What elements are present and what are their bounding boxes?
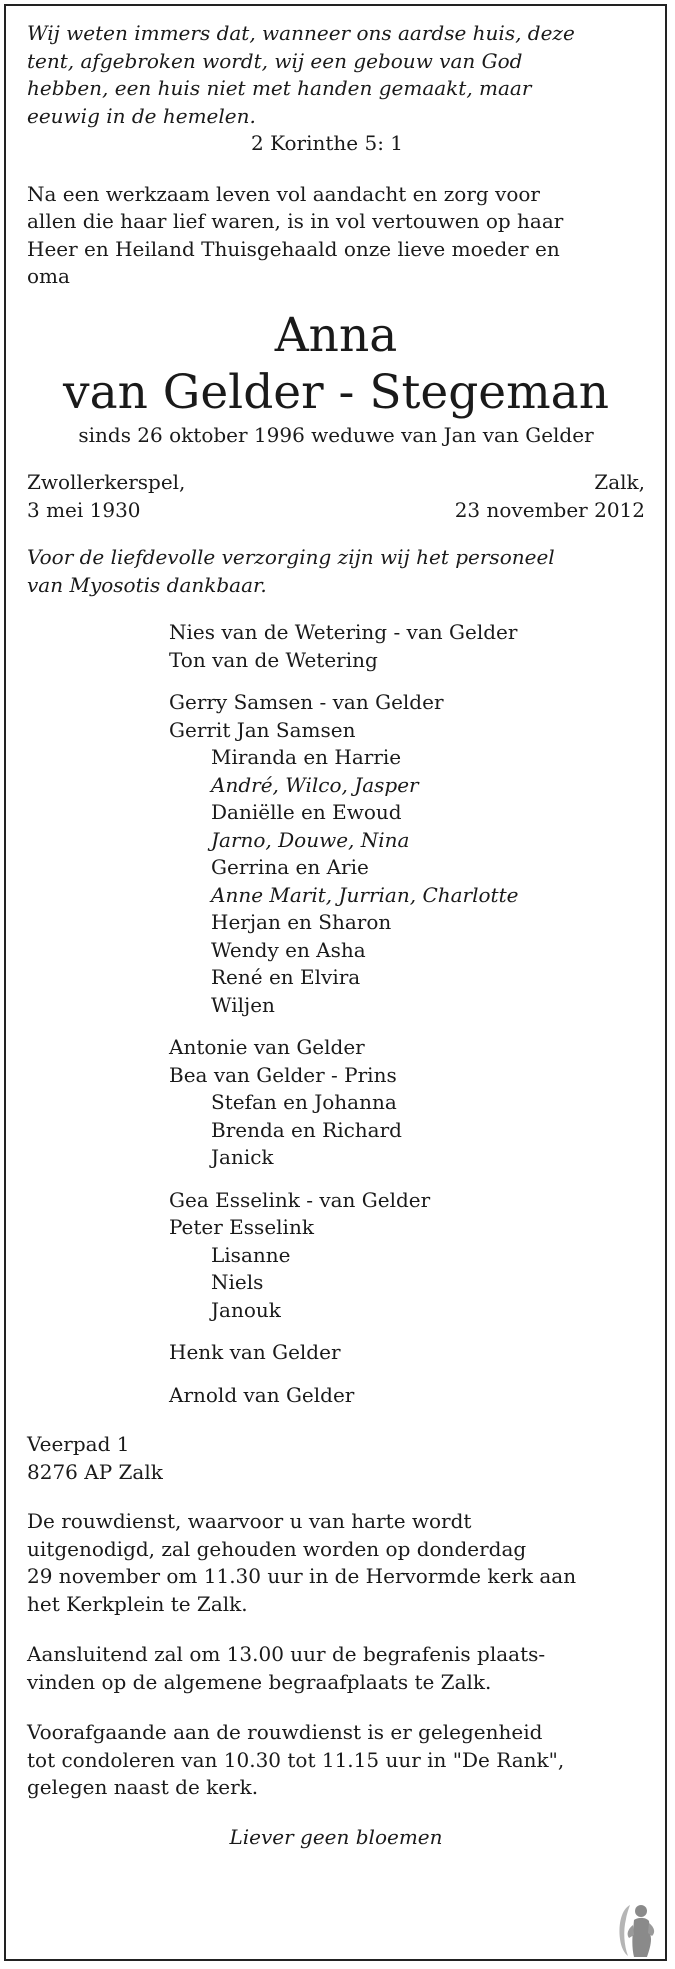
grandchild-line: Jarno, Douwe, Nina: [211, 827, 410, 852]
closing-line: Liever geen bloemen: [229, 1824, 443, 1849]
condolence-line: Voorafgaande aan de rouwdienst is er gelegenheid: [27, 1720, 543, 1744]
grandchild-line: Gerrina en Arie: [211, 855, 369, 879]
child-line: Antonie van Gelder: [169, 1035, 365, 1059]
bible-verse: [27, 20, 645, 130]
death-info: [455, 469, 645, 524]
death-date: 23 november 2012: [454, 497, 645, 522]
address-city: 8276 AP Zalk: [27, 1459, 163, 1484]
verse-line: eeuwig in de hemelen.: [27, 103, 256, 128]
birth-date: 3 mei 1930: [27, 497, 141, 522]
thanks-line: Voor de liefdevolle verzorging zijn wij het personeel: [27, 545, 555, 569]
deceased-surname: van Gelder - Stegeman: [63, 364, 609, 420]
grandchild-line: Janick: [211, 1145, 274, 1169]
child-line: Ton van de Wetering: [169, 647, 378, 672]
verse-line: hebben, een huis niet met handen gemaakt, maar: [27, 76, 532, 100]
deceased-first-name: Anna: [274, 307, 398, 363]
mourning-figure-icon: [614, 1901, 664, 1959]
condolence-text: [27, 1719, 645, 1802]
grandchild-line: Wiljen: [211, 992, 275, 1017]
intro-line: allen die haar lief waren, is in vol vertouwen op haar: [27, 209, 564, 233]
condolence-line: tot condoleren van 10.30 tot 11.15 uur in "De Rank",: [27, 1747, 565, 1772]
grandchild-line: Niels: [211, 1270, 264, 1294]
grandchild-line: Anne Marit, Jurrian, Charlotte: [211, 882, 519, 907]
thanks-text: [27, 544, 645, 599]
service-line: De rouwdienst, waarvoor u van harte wordt: [27, 1509, 472, 1533]
family-group: [169, 1187, 647, 1325]
grandchild-line: Daniëlle en Ewoud: [211, 800, 402, 824]
child-line: Bea van Gelder - Prins: [169, 1062, 397, 1087]
grandchild-line: Miranda en Harrie: [211, 745, 402, 769]
birth-place: Zwollerkerspel,: [27, 470, 186, 494]
intro-text: [27, 181, 645, 291]
child-line: Nies van de Wetering - van Gelder: [169, 620, 518, 644]
verse-reference: 2 Korinthe 5: 1: [251, 131, 404, 155]
birth-death-places: [27, 469, 645, 524]
service-line: het Kerkplein te Zalk.: [27, 1591, 248, 1616]
death-place: Zalk,: [594, 470, 645, 494]
grandchild-line: Lisanne: [211, 1242, 291, 1267]
child-line: Arnold van Gelder: [169, 1382, 355, 1407]
family-group: [169, 1339, 647, 1367]
child-line: Gerry Samsen - van Gelder: [169, 690, 444, 714]
grandchild-line: René en Elvira: [211, 965, 361, 989]
child-line: Gea Esselink - van Gelder: [169, 1187, 431, 1212]
grandchild-line: Wendy en Asha: [211, 937, 366, 962]
family-group: [169, 619, 647, 674]
family-group: [169, 689, 647, 1019]
address: [27, 1431, 647, 1486]
grandchild-line: Stefan en Johanna: [211, 1090, 397, 1114]
burial-text: [27, 1641, 645, 1696]
service-text: [27, 1508, 645, 1618]
family-group: [169, 1382, 647, 1410]
grandchild-line: Herjan en Sharon: [211, 910, 392, 934]
child-line: Gerrit Jan Samsen: [169, 717, 356, 742]
address-street: Veerpad 1: [27, 1432, 130, 1456]
announcement-content: [27, 0, 647, 1851]
burial-line: Aansluitend zal om 13.00 uur de begrafenis plaats-: [27, 1642, 546, 1666]
intro-line: oma: [27, 264, 70, 288]
grandchild-line: André, Wilco, Jasper: [211, 772, 419, 797]
intro-line: Heer en Heiland Thuisgehaald onze lieve moeder en: [27, 236, 560, 261]
thanks-line: van Myosotis dankbaar.: [27, 572, 267, 597]
verse-line: Wij weten immers dat, wanneer ons aardse huis, deze: [27, 21, 575, 45]
intro-line: Na een werkzaam leven vol aandacht en zorg voor: [27, 181, 540, 206]
condolence-line: gelegen naast de kerk.: [27, 1775, 259, 1799]
family-list: [169, 619, 647, 1409]
service-line: uitgenodigd, zal gehouden worden op donderdag: [27, 1536, 527, 1561]
grandchild-line: Brenda en Richard: [211, 1117, 402, 1142]
child-line: Henk van Gelder: [169, 1340, 341, 1364]
family-group: [169, 1034, 647, 1172]
burial-line: vinden op de algemene begraafplaats te Zalk.: [27, 1669, 492, 1694]
grandchild-line: Janouk: [211, 1297, 281, 1322]
birth-info: [27, 469, 185, 524]
service-line: 29 november om 11.30 uur in de Hervormde kerk aan: [27, 1564, 577, 1588]
widow-since: sinds 26 oktober 1996 weduwe van Jan van Gelder: [78, 422, 594, 447]
verse-line: tent, afgebroken wordt, wij een gebouw van God: [27, 48, 523, 73]
child-line: Peter Esselink: [169, 1215, 314, 1239]
